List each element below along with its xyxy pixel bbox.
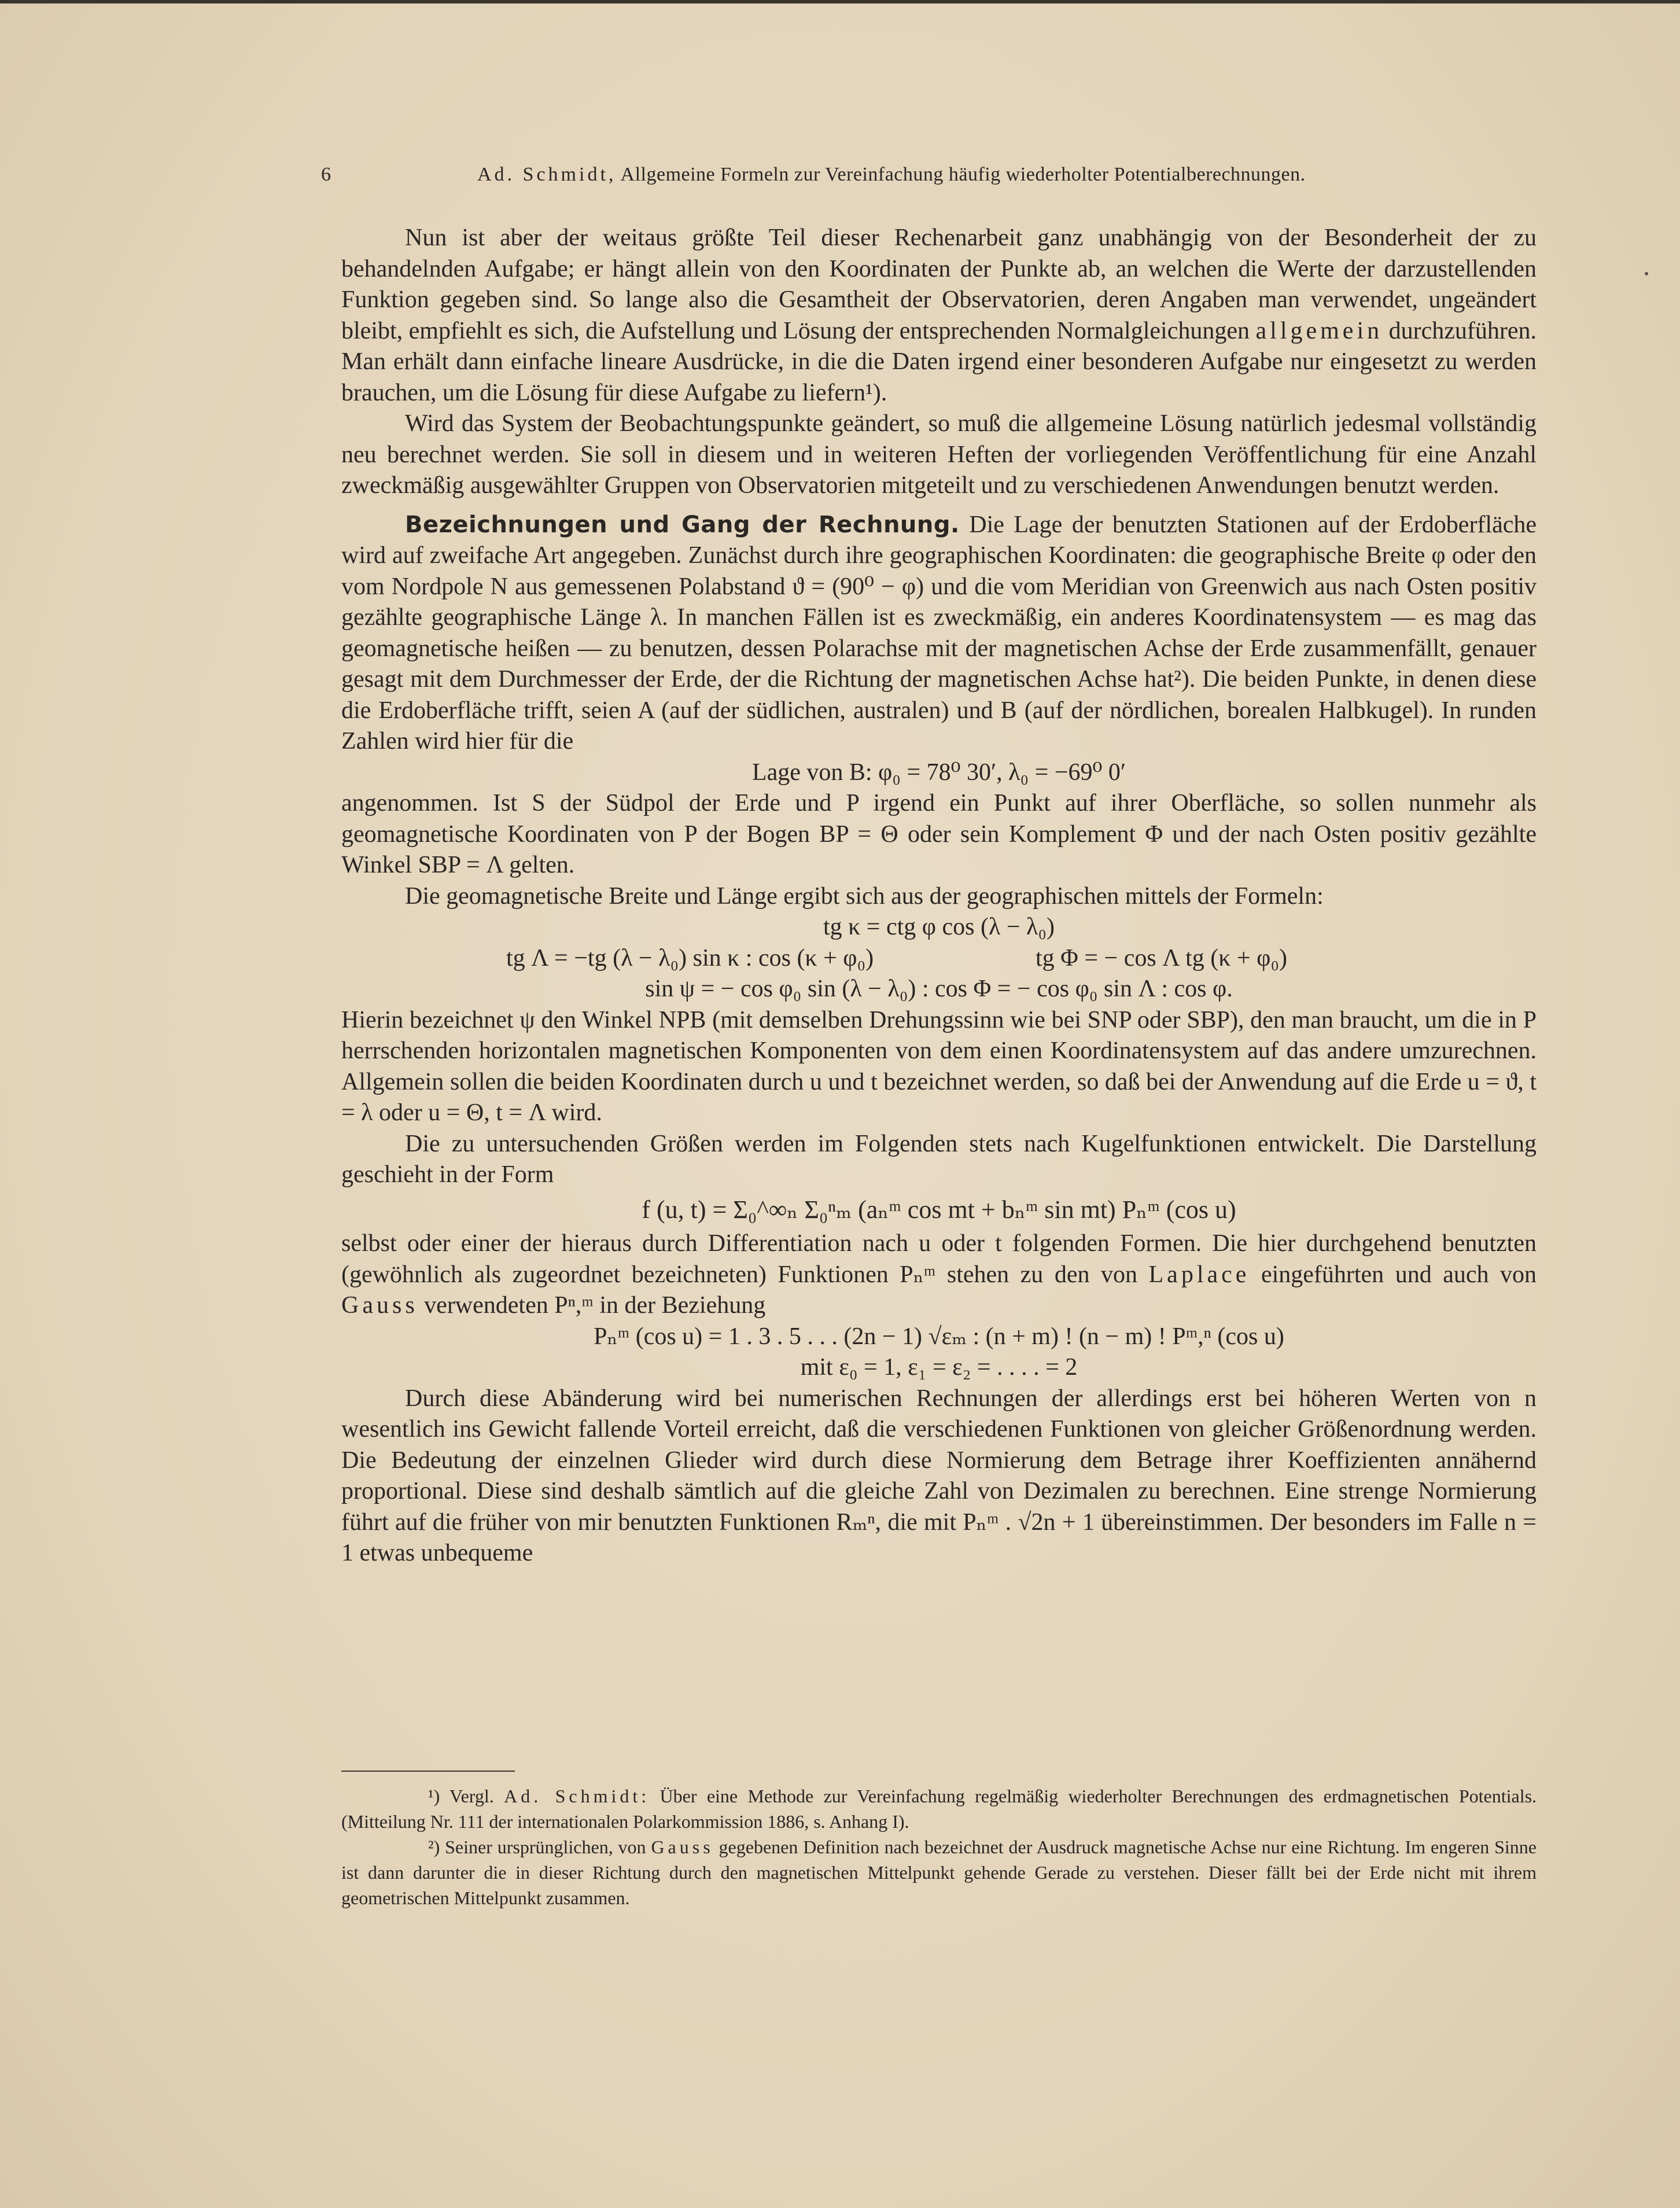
section-heading: Bezeichnungen und Gang der Rechnung.	[405, 511, 960, 538]
formula-3: sin ψ = − cos φ₀ sin (λ − λ₀) : cos Φ = − cos φ₀ sin Λ : cos φ.	[645, 976, 1233, 1002]
footnote-1-b: Über eine Methode zur Vereinfachung regelmäßig wiederholter Berechnungen des erdmagnetischen Potentials. (Mitteilung Nr. 111 der internationalen Polarkommission 1886, s. Anhang I).	[341, 1786, 1537, 1832]
formula-1: tg κ = ctg φ cos (λ − λ₀)	[823, 914, 1055, 940]
running-header	[321, 164, 1409, 193]
footnote-2	[341, 1834, 1537, 1911]
formula-p: Pₙᵐ (cos u) = 1 . 3 . 5 . . . (2n − 1) √εₘ : (n + m) ! (n − m) ! Pᵐ,ⁿ (cos u)	[594, 1323, 1284, 1350]
paragraph-7: Die zu untersuchenden Größen werden im Folgenden stets nach Kugelfunktionen entwickelt. Die Darstellung geschieht in der Form	[341, 1130, 1537, 1188]
emphasis-allgemein: allgemein	[1255, 317, 1383, 344]
footnote-1	[341, 1783, 1537, 1834]
formula-epsilon: mit ε₀ = 1, ε₁ = ε₂ = . . . . = 2	[800, 1354, 1078, 1381]
paragraph-8	[341, 1228, 1537, 1322]
page-number: 6	[321, 164, 331, 185]
paragraph-8-c: verwendeten Pⁿ,ᵐ in der Beziehung	[424, 1292, 766, 1319]
paragraph-2: Wird das System der Beobachtungspunkte geändert, so muß die allgemeine Lösung natürlich jedesmal vollständig neu berechnet werden. Sie soll in diesem und in weiteren Heften der vorliegenden Veröffentlichung für eine Anzahl zweckmäßig ausgewählter Gruppen von Observatorien mitgeteilt und zu verschiedenen Anwendungen benutzt werden.	[341, 410, 1537, 499]
top-edge-line	[0, 0, 1680, 3]
footnote-1-a: ¹) Vergl.	[428, 1786, 494, 1806]
paragraph-1-end: durchzuführen. Man erhält dann einfache lineare Ausdrücke, in die die Daten irgend einer besonderen Aufgabe nur eingesetzt zu werden brauchen, um die Lösung für diese Aufgabe zu liefern¹).	[341, 317, 1537, 406]
body-text	[341, 223, 1537, 1569]
footnotes	[341, 1783, 1537, 1911]
paragraph-3-text: Die Lage der benutzten Stationen auf der Erdoberfläche wird auf zweifache Art angegeben. Zunächst durch ihre geographischen Koordinaten: die geographische Breite φ oder den vom Nordpole N aus gemessenen Polabstand ϑ = (90⁰ − φ) und die vom Meridian von Greenwich aus nach Osten positiv gezählte geographische Länge λ. In manchen Fällen ist es zweckmäßig, ein anderes Koordinatensystem — es mag das geomagnetische heißen — zu benutzen, dessen Polarachse mit der magnetischen Achse der Erde zusammenfällt, genauer gesagt mit dem Durchmesser der Erde, der die Richtung der magnetischen Achse hat²). Die beiden Punkte, in denen diese die Erdoberfläche trifft, seien A (auf der südlichen, australen) und B (auf der nördlichen, borealen Halbkugel). In runden Zahlen wird hier für die	[341, 511, 1537, 755]
paragraph-6: Hierin bezeichnet ψ den Winkel NPB (mit demselben Drehungssinn wie bei SNP oder SBP), den man braucht, um die in P herrschenden horizontalen magnetischen Komponenten von dem einen Koordinatensystem auf das andere umzurechnen. Allgemein sollen die beiden Koordinaten durch u und t bezeichnet werden, so daß bei der Anwendung auf die Erde u = ϑ, t = λ oder u = Θ, t = Λ wird.	[341, 1006, 1537, 1126]
header-title: Allgemeine Formeln zur Vereinfachung häufig wiederholter Potentialberechnungen.	[620, 164, 1306, 185]
paragraph-4: angenommen. Ist S der Südpol der Erde und P irgend ein Punkt auf ihrer Oberfläche, so sollen nunmehr als geomagnetische Koordinaten von P der Bogen BP = Θ oder sein Komplement Φ und der nach Osten positiv gezählte Winkel SBP = Λ gelten.	[341, 790, 1537, 878]
footnote-2-a: ²) Seiner ursprünglichen, von	[428, 1837, 646, 1857]
formula-2a: tg Λ = −tg (λ − λ₀) sin κ : cos (κ + φ₀)	[506, 944, 874, 971]
paragraph-1-text: Nun ist aber der weitaus größte Teil dieser Rechenarbeit ganz unabhängig von der Besonderheit der zu behandelnden Aufgabe; er hängt allein von den Koordinaten der Punkte ab, an welchen die Werte der darzustellenden Funktion gegeben sind. So lange also die Gesamtheit der Observatorien, deren Angaben man verwendet, ungeändert bleibt, empfiehlt es sich, die Aufstellung und Lösung der entsprechenden Normalgleichungen	[341, 225, 1537, 344]
footnote-rule	[341, 1771, 515, 1772]
name-gauss: Gauss	[341, 1292, 418, 1319]
name-laplace: Laplace	[1148, 1261, 1250, 1288]
paragraph-1	[341, 223, 1537, 409]
paragraph-9: Durch diese Abänderung wird bei numerischen Rechnungen der allerdings erst bei höheren Werten von n wesentlich ins Gewicht fallende Vorteil erreicht, daß die verschiedenen Funktionen von gleicher Größenordnung werden. Die Bedeutung der einzelnen Glieder wird durch diese Normierung dem Betrage ihrer Koeffizienten annähernd proportional. Diese sind deshalb sämtlich auf die gleiche Zahl von Dezimalen zu berechnen. Eine strenge Normierung führt auf die früher von mir benutzten Funktionen Rₘⁿ, die mit Pₙᵐ . √2n + 1 übereinstimmen. Der besonders im Falle n = 1 etwas unbequeme	[341, 1385, 1537, 1566]
header-text	[477, 164, 1306, 186]
paragraph-3	[341, 510, 1537, 757]
formula-2b: tg Φ = − cos Λ tg (κ + φ₀)	[1036, 944, 1287, 971]
paper-speck	[1645, 272, 1648, 275]
paragraph-8-b: eingeführten und auch von	[1261, 1261, 1537, 1288]
header-author: Ad. Schmidt,	[477, 164, 617, 185]
paragraph-5: Die geomagnetische Breite und Länge ergibt sich aus der geographischen mittels der Formeln:	[405, 882, 1324, 910]
formula-series: f (u, t) = Σ₀^∞ₙ Σ₀ⁿₘ (aₙᵐ cos mt + bₙᵐ sin mt) Pₙᵐ (cos u)	[642, 1195, 1236, 1224]
paragraph-8-a: selbst oder einer der hieraus durch Differentiation nach u oder t folgenden Formen. Die hier durchgehend benutzten (gewöhnlich als zugeordnet bezeichneten) Funktionen Pₙᵐ stehen zu den von	[341, 1230, 1537, 1288]
footnote-2-b: gegebenen Definition nach bezeichnet der Ausdruck magnetische Achse nur eine Richtung. Im engeren Sinne ist dann darunter die in dieser Richtung durch den magnetischen Mittelpunkt gehende Gerade zu verstehen. Dieser fällt bei der Erde nicht mit ihrem geometrischen Mittelpunkt zusammen.	[341, 1837, 1537, 1908]
footnote-2-author: Gauss	[651, 1837, 714, 1857]
formula-2	[341, 943, 1537, 974]
formula-lage: Lage von B: φ₀ = 78⁰ 30′, λ₀ = −69⁰ 0′	[751, 759, 1126, 786]
footnote-1-author: Ad. Schmidt:	[504, 1786, 650, 1806]
